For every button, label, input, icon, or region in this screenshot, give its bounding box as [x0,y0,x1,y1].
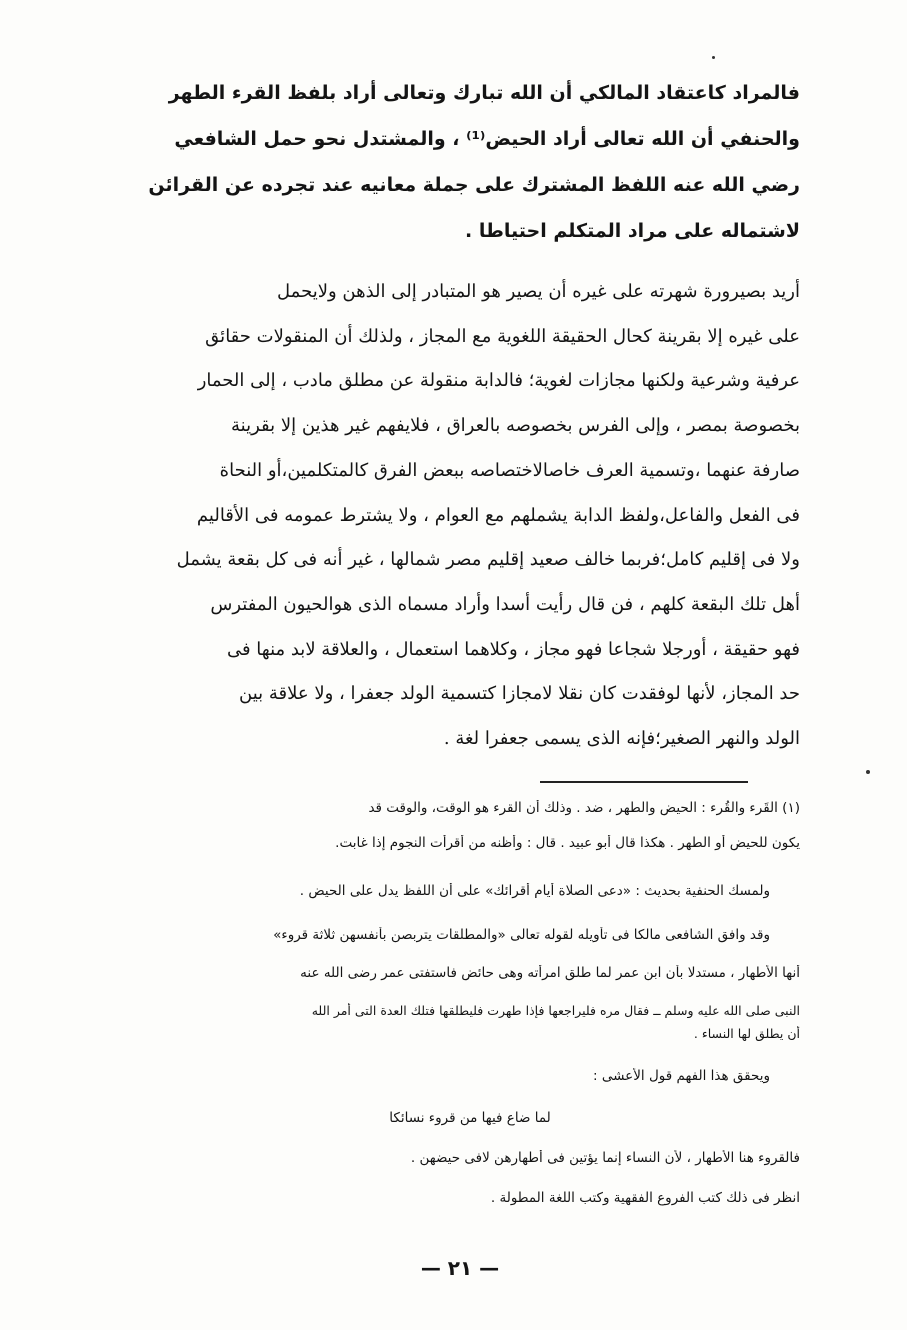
text-line: فالمراد كاعتقاد المالكي أن الله تبارك وتعالى أراد بلفظ القرء الطهر [168,82,800,104]
footnote-line: أن يطلق لها النساء . [693,1026,800,1041]
footnote-line: أنها الأطهار ، مستدلا بأن ابن عمر لما طلق امرأته وهى حائض فاستفتى عمر رضى الله عنه [300,965,800,981]
footnote-line: فالقروء هنا الأطهار ، لأن النساء إنما يؤتين فى أطهارهن لافى حيضهن . [410,1150,800,1166]
text-line: على غيره إلا بقرينة كحال الحقيقة اللغوية مع المجاز ، ولذلك أن المنقولات حقائق [205,325,800,347]
text-line: الولد والنهر الصغير؛فإنه الذى يسمى جعفرا لغة . [443,728,800,750]
text-line: فى الفعل والفاعل،ولفظ الدابة يشملهم مع العوام ، ولا يشترط عمومه فى الأقاليم [196,504,800,526]
text-line: والحنفي أن الله تعالى أراد الحيض⁽¹⁾ ، والمشتدل نحو حمل الشافعي [174,128,800,150]
text-line: فهو حقيقة ، أورجلا شجاعا فهو مجاز ، وكلاهما استعمال ، والعلاقة لابد منها فى [226,638,800,660]
text-line: أهل تلك البقعة كلهم ، فن قال رأيت أسدا وأراد مسماه الذى هوالحيون المفترس [210,593,800,615]
main-paragraph [120,270,800,762]
text-line: رضي الله عنه اللفظ المشترك على جملة معانيه عند تجرده عن القرائن [148,174,800,196]
page-number: — ٢١ — [420,1256,500,1280]
footnote-separator [540,781,748,783]
footnote-line: ولمسك الحنفية بحديث : «دعى الصلاة أيام أقرائك» على أن اللفظ يدل على الحيض . [299,883,770,899]
text-line: صارفة عنهما ،وتسمية العرف خاصالاختصاصه ببعض الفرق كالمتكلمين،أو النحاة [219,459,800,481]
footnote-line: يكون للحيض أو الطهر . هكذا قال أبو عبيد . قال : وأظنه من أقرأت النجوم إذا غابت. [335,835,800,851]
footnote-line: (١) القَرء والقُرء : الحيض والطهر ، ضد . وذلك أن القرء هو الوقت، والوقت قد [368,800,800,816]
footnote-line: وقد وافق الشافعى مالكا فى تأويله لقوله تعالى «والمطلقات يتربصن بأنفسهن ثلاثة قروء» [273,927,770,943]
text-line: حد المجاز، لأنها لوفقدت كان نقلا لامجازا كتسمية الولد جعفرا ، ولا علاقة بين [239,683,800,705]
speck [866,770,870,774]
poetry-verse: لما ضاع فيها من قروء نسائكا [389,1110,551,1126]
footnote-line: ويحقق هذا الفهم قول الأعشى : [593,1068,770,1084]
text-line: لاشتماله على مراد المتكلم احتياطا . [465,220,800,242]
bold-paragraph [128,70,800,254]
text-line: بخصوصة بمصر ، وإلى الفرس بخصوصه بالعراق ، فلايفهم غير هذين إلا بقرينة [231,415,800,437]
footnote-line: انظر فى ذلك كتب الفروع الفقهية وكتب اللغة المطولة . [490,1190,800,1206]
text-line: ولا فى إقليم كامل؛فربما خالف صعيد إقليم مصر شمالها ، غير أنه فى كل بقعة يشمل [176,549,800,571]
text-line: أريد بصيرورة شهرته على غيره أن يصير هو المتبادر إلى الذهن ولايحمل [277,281,800,302]
text-line: عرفية وشرعية ولكنها مجازات لغوية؛ فالدابة منقولة عن مطلق مادب ، إلى الحمار [197,370,800,392]
speck [712,56,715,59]
footnote-line: النبى صلى الله عليه وسلم ــ فقال مره فليراجعها فإذا طهرت فليطلقها فتلك العدة التى أمر الله [311,1003,800,1018]
